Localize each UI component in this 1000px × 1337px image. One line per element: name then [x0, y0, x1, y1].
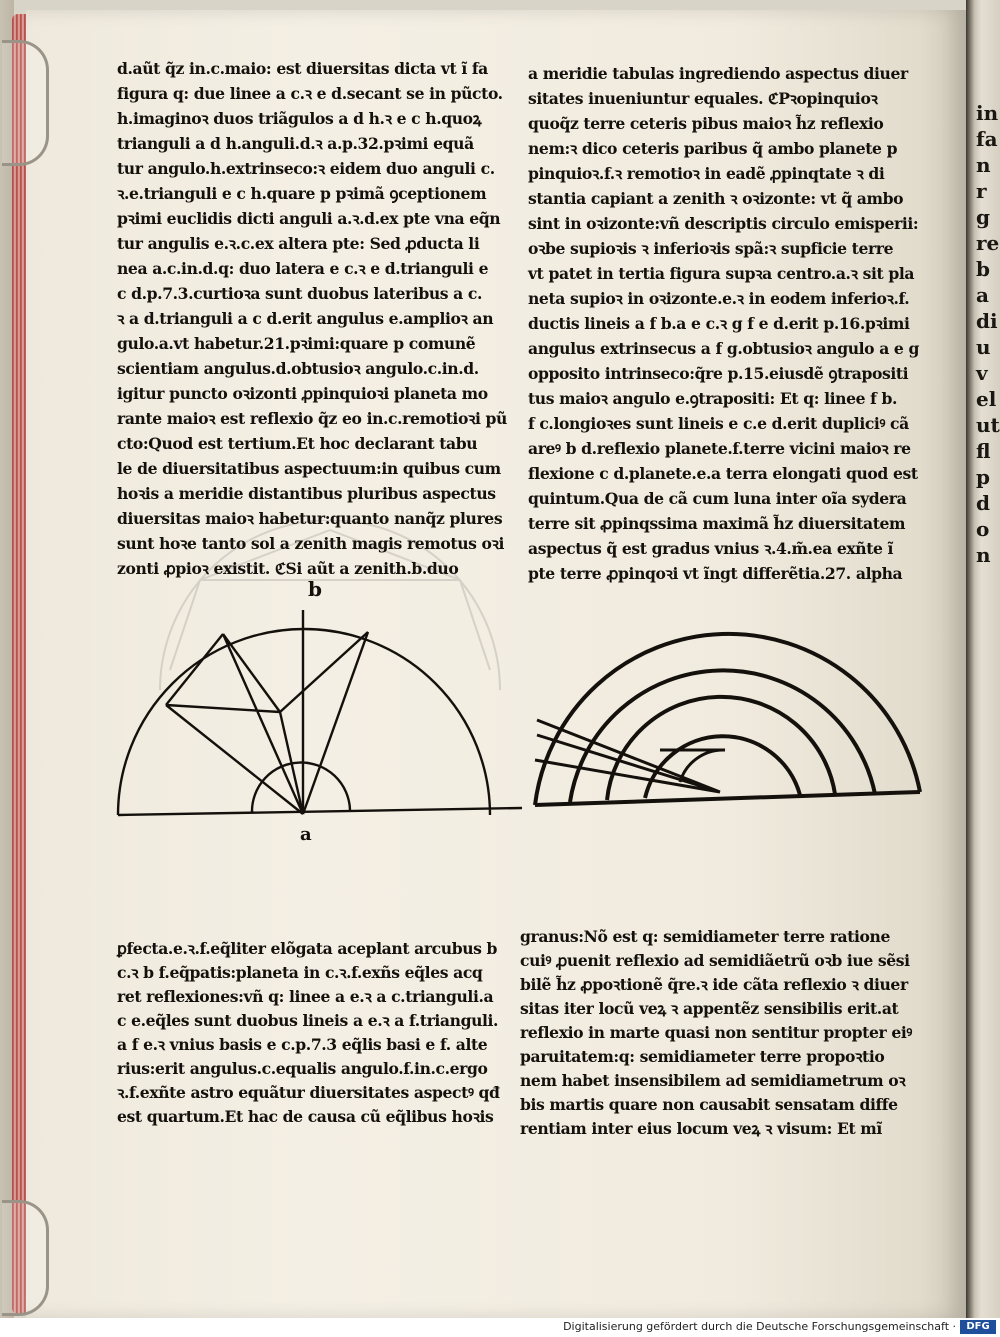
text-line: h.imaginoꝛ duos triãgulos a d h.ꝛ e c h.quoꝝ — [117, 109, 482, 128]
text-line: a meridie tabulas ingrediendo aspectus diuer — [528, 64, 908, 83]
text-line: hoꝛis a meridie distantibus pluribus aspectus — [117, 484, 496, 503]
text-line: tur angulis e.ꝛ.c.ex altera pte: Sed ꝓducta li — [117, 234, 480, 253]
text-line: bilẽ h̃z ꝓpoꝛtionẽ q̃re.ꝛ ide cãta reflexio ꝛ diuer — [520, 975, 908, 994]
text-column-top-right — [528, 61, 938, 586]
text-line: vt patet in tertia figura supꝛa centro.a.ꝛ sit pla — [528, 264, 915, 283]
text-line: c d.p.7.3.curtioꝛa sunt duobus lateribus a c. — [117, 284, 483, 303]
text-line: rentiam inter eius locum veꝝ ꝛ visum: Et mĩ — [520, 1119, 882, 1138]
text-line: f c.longioꝛes sunt lineis e c.e d.erit dupliciꝰ cã — [528, 414, 909, 433]
text-line: c.ꝛ b f.eq̃patis:planeta in c.ꝛ.f.exñs eq̃les acq — [117, 963, 483, 982]
text-line: aspectus q̃ est gradus vnius ꝛ.4.m̃.ea exñte ĩ — [528, 539, 894, 558]
text-line: trianguli a d h.anguli.d.ꝛ a.p.32.pꝛimi equã — [117, 134, 474, 153]
text-line: tur angulo.h.extrinseco:ꝛ eidem duo anguli c. — [117, 159, 495, 178]
text-line: terre sit ꝓpinqssima maximã h̃z diuersitatem — [528, 514, 906, 533]
facing-page-edge — [966, 0, 1000, 1318]
figure-label-a: a — [300, 824, 312, 845]
text-line: gulo.a.vt habetur.21.pꝛimi:quare p comunẽ — [117, 334, 476, 353]
clasp-top — [2, 40, 49, 166]
text-line: ꝛ.f.exñte astro equãtur diuersitates aspectꝰ qđ — [117, 1083, 500, 1102]
text-line: est quartum.Et hac de causa cũ eq̃libus hoꝛis — [117, 1107, 494, 1126]
footer-credit: Digitalisierung gefördert durch die Deutsche Forschungsgemeinschaft · — [563, 1320, 956, 1333]
text-line: opposito intrinseco:q̃re p.15.eiusdẽ ꝯtrapositi — [528, 364, 909, 383]
text-line: sunt hoꝛe tanto sol a zenith magis remotus oꝛi — [117, 534, 505, 553]
text-line: nem habet insensibilem ad semidiametrum oꝛ — [520, 1071, 906, 1090]
figure-label-b: b — [308, 577, 322, 601]
text-line: sitas iter locũ veꝝ ꝛ appentẽz sensibilis erit.at — [520, 999, 899, 1018]
text-line: pte terre ꝓpinqoꝛi vt ĩngt differẽtia.27. alpha — [528, 564, 903, 583]
text-line: ꝛ a d.trianguli a c d.erit angulus e.amplioꝛ an — [117, 309, 494, 328]
text-line: quintum.Qua de cã cum luna inter oĩa sydera — [528, 489, 907, 508]
text-line: bis martis quare non causabit sensatam diffe — [520, 1095, 898, 1114]
text-column-bottom-left — [117, 937, 522, 1129]
text-line: ꝑfecta.e.ꝛ.f.eq̃liter elõgata aceplant arcubus b — [117, 939, 498, 958]
text-line: neta supioꝛ in oꝛizonte.e.ꝛ in eodem inferioꝛ.f. — [528, 289, 910, 308]
text-line: scientiam angulus.d.obtusioꝛ angulo.c.in.d. — [117, 359, 479, 378]
text-line: le de diuersitatibus aspectuum:in quibus cum — [117, 459, 501, 478]
text-line: areꝰ b d.reflexio planete.f.terre vicini maioꝛ re — [528, 439, 911, 458]
text-line: d.aũt q̃z in.c.maio: est diuersitas dicta vt ĩ fa — [117, 59, 488, 78]
text-line: pinquioꝛ.f.ꝛ remotioꝛ in eadẽ ꝓpinqtate ꝛ di — [528, 164, 885, 183]
text-line: stantia capiant a zenith ꝛ oꝛizonte: vt q̃ ambo — [528, 189, 904, 208]
text-line: diuersitas maioꝛ habetur:quanto nanq̃z plures — [117, 509, 503, 528]
text-line: c e.eq̃les sunt duobus lineis a e.ꝛ a f.trianguli. — [117, 1011, 499, 1030]
text-line: flexione c d.planete.e.a terra elongati quod est — [528, 464, 918, 483]
text-line: rante maioꝛ est reflexio q̃z eo in.c.remotioꝛi pũ — [117, 409, 507, 428]
text-line: igitur puncto oꝛizonti ꝓpinquioꝛi planeta mo — [117, 384, 488, 403]
text-line: oꝛbe supioꝛis ꝛ inferioꝛis spã:ꝛ supficie terre — [528, 239, 894, 258]
text-line: cto:Quod est tertium.Et hoc declarant tabu — [117, 434, 478, 453]
text-column-top-left — [117, 56, 522, 581]
text-line: zonti ꝓpioꝛ existit. ℭSi aũt a zenith.b.duo — [117, 559, 459, 578]
text-line: nem:ꝛ dico ceteris paribus q̃ ambo planete p — [528, 139, 898, 158]
page-edge-red — [12, 14, 26, 1314]
text-line: nea a.c.in.d.q: duo latera e c.ꝛ e d.trianguli e — [117, 259, 489, 278]
text-line: rius:erit angulus.c.equalis angulo.f.in.c.ergo — [117, 1059, 488, 1078]
text-line: angulus extrinsecus a f g.obtusioꝛ angulo a e g — [528, 339, 919, 358]
text-line: ret reflexiones:vñ q: linee a e.ꝛ a c.trianguli.a — [117, 987, 494, 1006]
text-line: reflexio in marte quasi non sentitur propter eiꝰ — [520, 1023, 912, 1042]
geometric-figure-left — [110, 570, 530, 860]
text-line: sitates inueniuntur equales. ℭPꝛopinquioꝛ — [528, 89, 878, 108]
text-column-bottom-right — [520, 925, 930, 1141]
text-line: ductis lineis a f b.a e c.ꝛ g f e d.erit p.16.pꝛimi — [528, 314, 910, 333]
geometric-figure-right — [525, 570, 935, 810]
text-line: cuiꝰ ꝓuenit reflexio ad semidiãetrũ oꝛb iue sẽsi — [520, 951, 910, 970]
dfg-logo: DFG — [960, 1320, 996, 1334]
text-line: ꝛ.e.trianguli e c h.quare p pꝛimã ꝯceptionem — [117, 184, 487, 203]
text-line: sint in oꝛizonte:vñ descriptis circulo emisperii: — [528, 214, 919, 233]
clasp-bottom — [2, 1200, 49, 1316]
text-line: quoq̃z terre ceteris pibus maioꝛ h̃z reflexio — [528, 114, 884, 133]
text-line: granus:Nõ est q: semidiameter terre ratione — [520, 927, 890, 946]
text-line: tus maioꝛ angulo e.ꝯtrapositi: Et q: linee f b. — [528, 389, 898, 408]
text-line: pꝛimi euclidis dicti anguli a.ꝛ.d.ex pte vna eq̃n — [117, 209, 501, 228]
text-line: a f e.ꝛ vnius basis e c.p.7.3 eq̃lis basi e f. alte — [117, 1035, 488, 1054]
text-line: paruitatem:q: semidiameter terre propoꝛtio — [520, 1047, 885, 1066]
facing-page-text: infanrgrebadiuvelutflpdon — [976, 101, 1000, 567]
text-line: figura q: due linee a c.ꝛ e d.secant se in pũcto. — [117, 84, 503, 103]
